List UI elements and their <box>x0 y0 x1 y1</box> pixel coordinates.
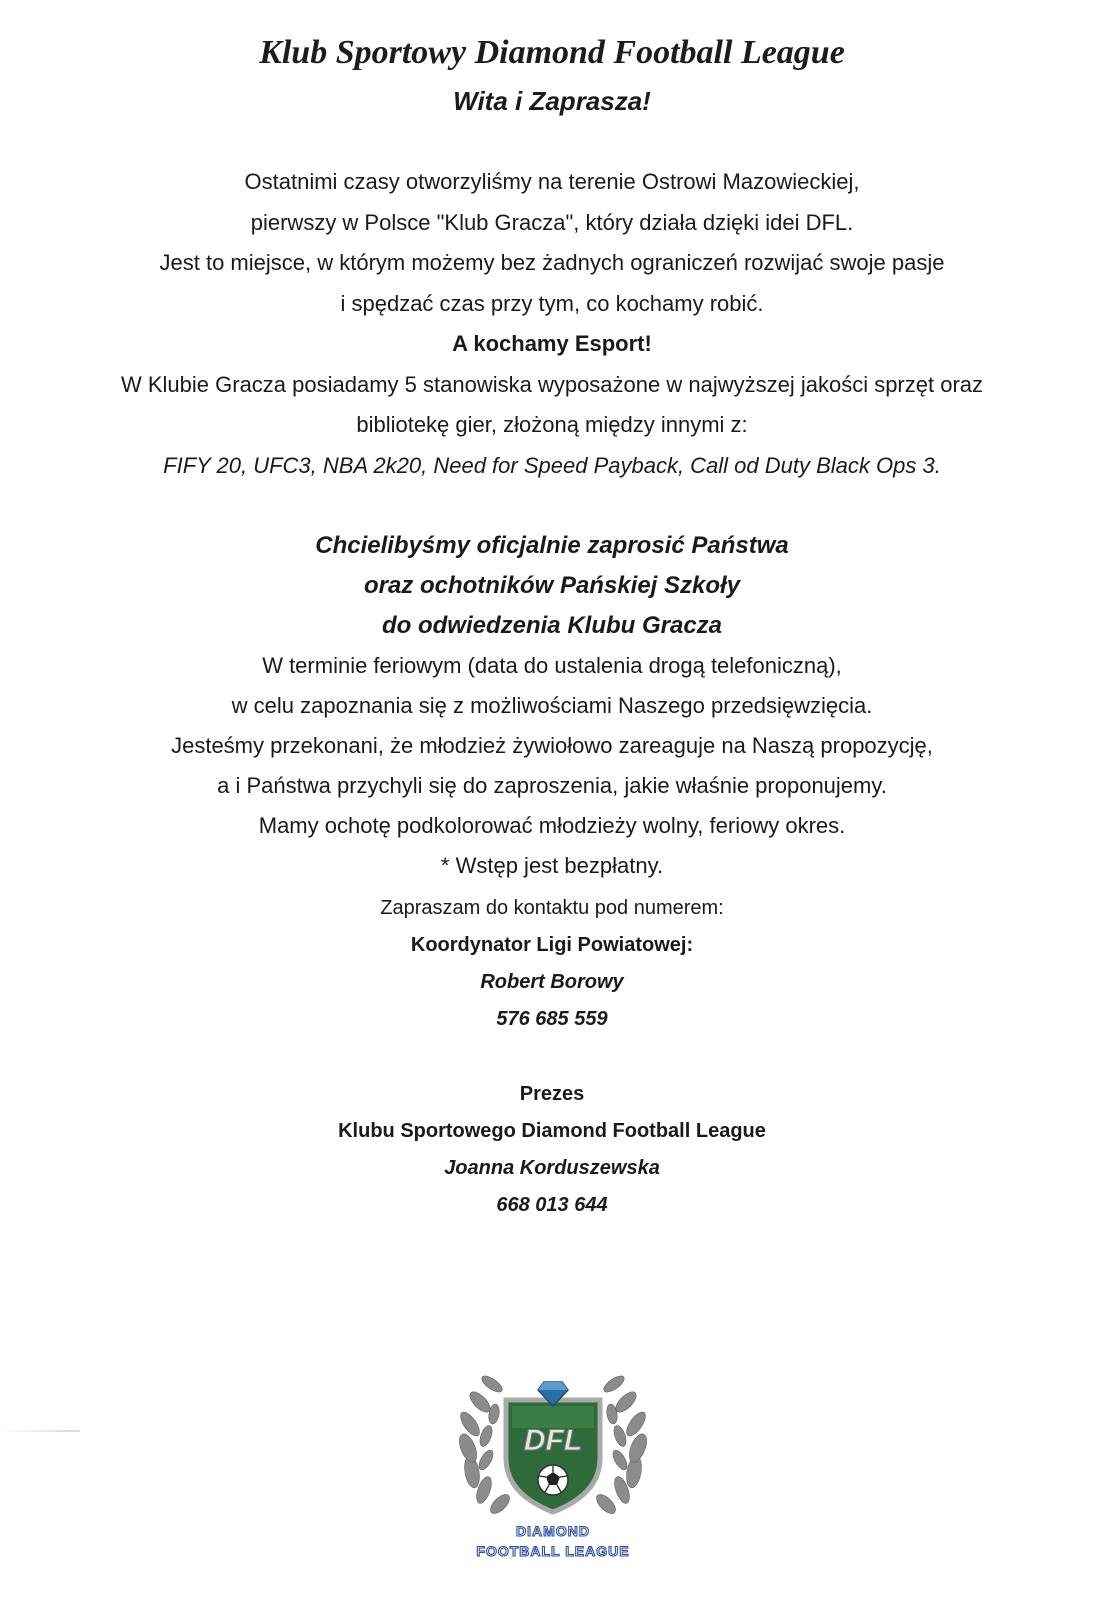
president-section <box>0 1076 1104 1224</box>
intro-section <box>0 162 1104 486</box>
intro-line: bibliotekę gier, złożoną między innymi z: <box>356 412 748 437</box>
invitation-heading: Chcielibyśmy oficjalnie zaprosić Państwa <box>315 532 789 559</box>
invitation-line: Mamy ochotę podkolorować młodzieży wolny, feriowy okres. <box>258 813 846 838</box>
esport-emphasis: A kochamy Esport! <box>452 331 652 356</box>
logo-caption-line1: DIAMOND <box>516 1523 590 1539</box>
document-subtitle: Wita i Zaprasza! <box>453 86 651 116</box>
invitation-line: Jesteśmy przekonani, że młodzież żywiołowo zareaguje na Naszą propozycję, <box>171 733 933 758</box>
crest-text: DFL <box>523 1424 583 1457</box>
invitation-line: w celu zapoznania się z możliwościami Naszego przedsięwzięcia. <box>231 693 873 718</box>
intro-line: Jest to miejsce, w którym możemy bez żadnych ograniczeń rozwijać swoje pasje <box>159 250 945 275</box>
games-list: FIFY 20, UFC3, NBA 2k20, Need for Speed Payback, Call od Duty Black Ops 3. <box>163 452 941 478</box>
intro-line: i spędzać czas przy tym, co kochamy robić. <box>340 290 764 316</box>
president-org: Klubu Sportowego Diamond Football League <box>338 1120 766 1142</box>
president-phone: 668 013 644 <box>496 1194 608 1216</box>
invitation-heading: do odwiedzenia Klubu Gracza <box>381 612 723 639</box>
president-role: Prezes <box>519 1083 585 1105</box>
invitation-section <box>0 526 1104 886</box>
invitation-line: W terminie feriowym (data do ustalenia drogą telefoniczną), <box>262 653 842 678</box>
coordinator-name: Robert Borowy <box>480 971 624 993</box>
coordinator-phone: 576 685 559 <box>496 1008 608 1030</box>
contact-intro: Zapraszam do kontaktu pod numerem: <box>380 897 724 919</box>
invitation-heading: oraz ochotników Pańskiej Szkoły <box>363 572 741 599</box>
invitation-line: a i Państwa przychyli się do zaproszenia, jakie właśnie proponujemy. <box>217 773 887 798</box>
football-icon <box>538 1465 568 1495</box>
president-name: Joanna Korduszewska <box>444 1157 660 1179</box>
intro-line: Ostatnimi czasy otworzyliśmy na terenie Ostrowi Mazowieckiej, <box>244 169 860 194</box>
contact-section <box>0 890 1104 1038</box>
coordinator-role: Koordynator Ligi Powiatowej: <box>410 934 694 956</box>
logo-caption-line2: FOOTBALL LEAGUE <box>476 1543 630 1559</box>
intro-line: pierwszy w Polsce "Klub Gracza", który działa dzięki idei DFL. <box>250 209 854 235</box>
document-title: Klub Sportowy Diamond Football League <box>259 34 845 71</box>
intro-line: W Klubie Gracza posiadamy 5 stanowiska wyposażone w najwyższej jakości sprzęt oraz <box>120 371 984 397</box>
dfl-crest-logo <box>448 1362 658 1562</box>
scan-artifact <box>0 1430 80 1432</box>
free-entry-note: * Wstęp jest bezpłatny. <box>440 853 664 878</box>
